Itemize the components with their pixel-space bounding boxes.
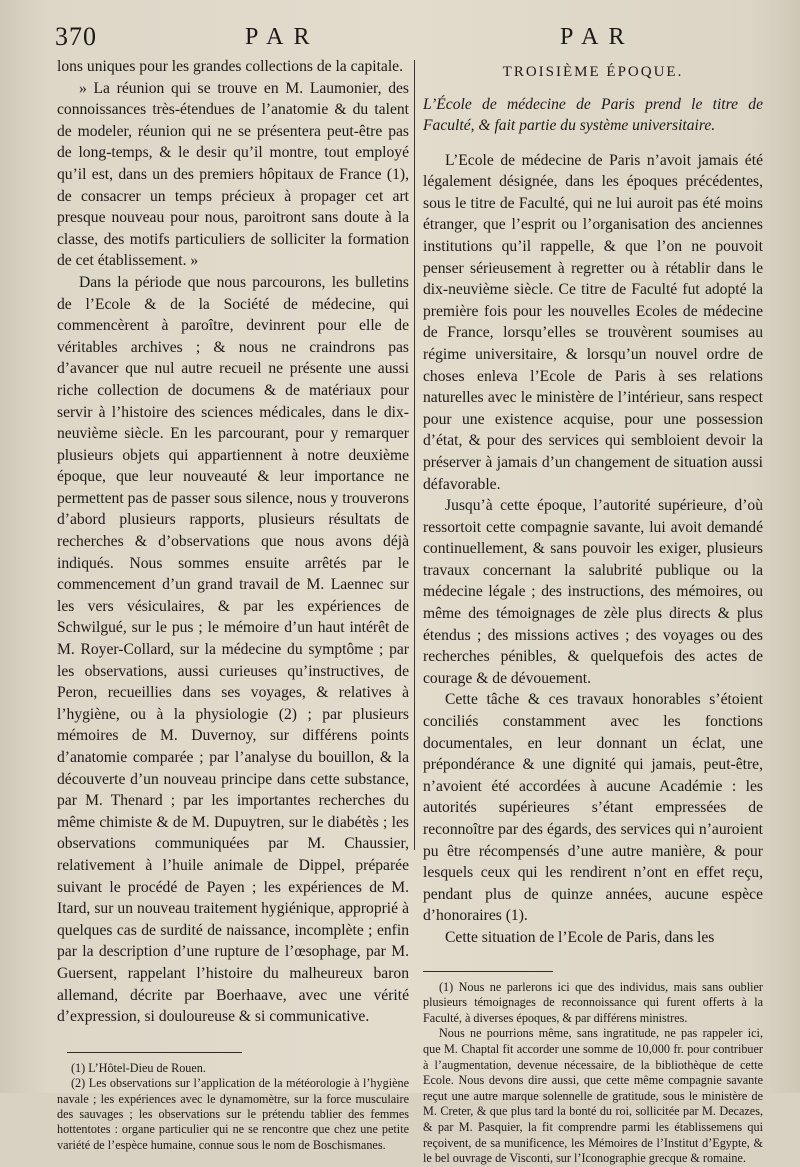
body-paragraph: Dans la période que nous parcourons, les bulletins de l’Ecole & de la Société de médecine, qui commencèrent à paroître, devinrent pour elle de véritables archives ; & nous ne craindrons pas d’avancer que nul autre recueil ne présente une aussi riche collection de documens & de matériaux pour servir à l’histoire des sciences médicales, dans le dix-neuvième siècle. En les parcourant, pour y remarquer plusieurs objets qui appartiennent à notre deuxième époque, que leur nouveauté & leur importance ne permettent pas de passer sous silence, nous y trouverons d’abord plusieurs rapports, plusieurs résultats de recherches & d’observations que nous avons déjà indiqués. Nous sommes ensuite arrêtés par le commencement d’un grand travail de M. Laennec sur les vers vésiculaires, & par les expériences de Schwilgué, sur le pus ; le mémoire d’un haut intérêt de M. Royer-Collard, sur la médecine du symptôme ; par les observations, aussi curieuses qu’instructives, de Peron, recueillies dans ses voyages, & relatives à l’hygiène, ou à la physiologie (2) ; par plusieurs mémoires de M. Duvernoy, sur différens points d’anatomie comparée ; par l’analyse du bouillon, & la découverte d’un nouveau principe dans cette substance, par M. Thenard ; par les importantes recherches du même chimiste & de M. Dupuytren, sur le diabétès ; les observations communiquées par M. Chaussier, relativement à l’huile animale de Dippel, préparée suivant le procédé de Payen ; les expériences de M. Itard, sur un nouveau traitement hygiénique, approprié à quelques cas de surdité de naissance, incomplète ; enfin par la description d’une rupture de l’œsophage, par M. Guersent, rappelant l’histoire du malheureux baron allemand, décrite par Boerhaave, avec une vérité d’expression, si douloureuse & si communicative. <box>57 273 409 1026</box>
section-subtitle: L’École de médecine de Paris prend le titre de Faculté, & fait partie du système universitaire. <box>423 95 763 134</box>
footnotes-right <box>423 980 763 1167</box>
running-head-left: PAR <box>245 24 320 50</box>
body-paragraph: Cette situation de l’Ecole de Paris, dans les <box>445 928 715 946</box>
page-number: 370 <box>55 22 97 51</box>
column-divider <box>414 60 415 850</box>
right-column <box>423 56 763 1167</box>
footnote-rule <box>423 971 553 972</box>
body-paragraph: L’Ecole de médecine de Paris n’avoit jamais été légalement désignée, dans les époques précédentes, sous le titre de Faculté, qui ne lui auroit pas été moins étranger, que l’esprit ou l’organisation des anciennes institutions qu’il rappelle, & que l’on ne pouvoit penser sérieusement à regretter ou à rétablir dans le dix-neuvième siècle. Ce titre de Faculté fut adopté la première fois pour les nouvelles Ecoles de médecine de France, lorsqu’elles se trouvèrent soumises au régime universitaire, & lorsqu’un nouvel ordre de choses enleva l’Ecole de Paris à ses relations naturelles avec le ministère de l’intérieur, sans respect pour une existence acquise, pour une possession d’état, & pour des services qui sembloient devoir la préserver à jamais d’un changement de situation aussi défavorable. <box>423 151 763 493</box>
footnote: (1) L’Hôtel-Dieu de Rouen. <box>71 1060 206 1075</box>
footnote: Nous ne pourrions même, sans ingratitude, ne pas rappeler ici, que M. Chaptal fit accorder une somme de 10,000 fr. pour contribuer à l’augmentation, devenue nécessaire, de la bibliothèque de cette Ecole. Nous devons dire aussi, que cette même compagnie savante reçut une autre marque solennelle de gratitude, sous le ministère de M. Creter, & que plus tard la bonté du roi, sollicitée par M. Decazes, & par M. Pasquier, la fit comprendre parmi les établissemens qui reçoivent, de sa munificence, les Mémoires de l’Institut d’Egypte, & le bel ouvrage de Visconti, sur l’Iconographie grecque & romaine. <box>423 1026 763 1166</box>
footnotes-left <box>57 1061 409 1153</box>
left-column <box>57 56 409 1153</box>
running-head-right: PAR <box>560 24 635 50</box>
body-paragraph: lons uniques pour les grandes collections de la capitale. <box>57 58 403 75</box>
footnote: (2) Les observations sur l’application de la météorologie à l’hygiène navale ; les expériences avec le dynamomètre, sur la force musculaire des sauvages ; les observations sur le prétendu tablier des femmes hottentotes : organe particulier qui ne se rencontre que chez une petite variété de l’espèce humaine, connue sous le nom de Boschismanes. <box>57 1076 409 1152</box>
section-title: TROISIÈME ÉPOQUE. <box>502 64 684 80</box>
body-paragraph: Jusqu’à cette époque, l’autorité supérieure, d’où ressortoit cette compagnie savante, lui avoit demandé continuellement, & sans pouvoir les exiger, plusieurs travaux concernant la salubrité publique ou la médecine légale ; des instructions, des mémoires, ou même des témoignages de zèle plus directs & plus étendus ; des missions actives ; des voyages ou des recherches pénibles, & quelquefois des actes de courage & de dévouement. <box>423 497 763 687</box>
page-header <box>55 22 762 58</box>
body-paragraph: » La réunion qui se trouve en M. Laumonier, des connoissances très-étendues de l’anatomie & du talent de modeler, réunion qui ne se présentera peut-être pas de long-temps, & le desir qu’il montre, tout employé qu’il est, dans un des premiers hôpitaux de France (1), de consacrer un temps précieux à propager cet art presque nouveau pour nous, paroitront sans doute à la classe, des motifs particuliers de solliciter la formation de cet établissement. » <box>57 79 409 270</box>
footnote-rule <box>67 1052 242 1053</box>
body-paragraph: Cette tâche & ces travaux honorables s’étoient conciliés constamment avec les fonctions documentales, en leur donnant un éclat, une prépondérance & une dignité qui jamais, peut-être, n’avoient été accordées à aucune Académie : les autorités supérieures s’étant empressées de reconnoître par des égards, des services qui n’auroient pu être récompensés d’une autre manière, & pour lesquels ceux qui les rendirent n’ont en effet reçu, pendant plus de quinze années, aucune espèce d’honoraires (1). <box>423 691 763 925</box>
footnote: (1) Nous ne parlerons ici que des individus, mais sans oublier plusieurs témoignages de reconnoissance qui furent offerts à la Faculté, à diverses époques, & par différens ministres. <box>423 979 763 1025</box>
